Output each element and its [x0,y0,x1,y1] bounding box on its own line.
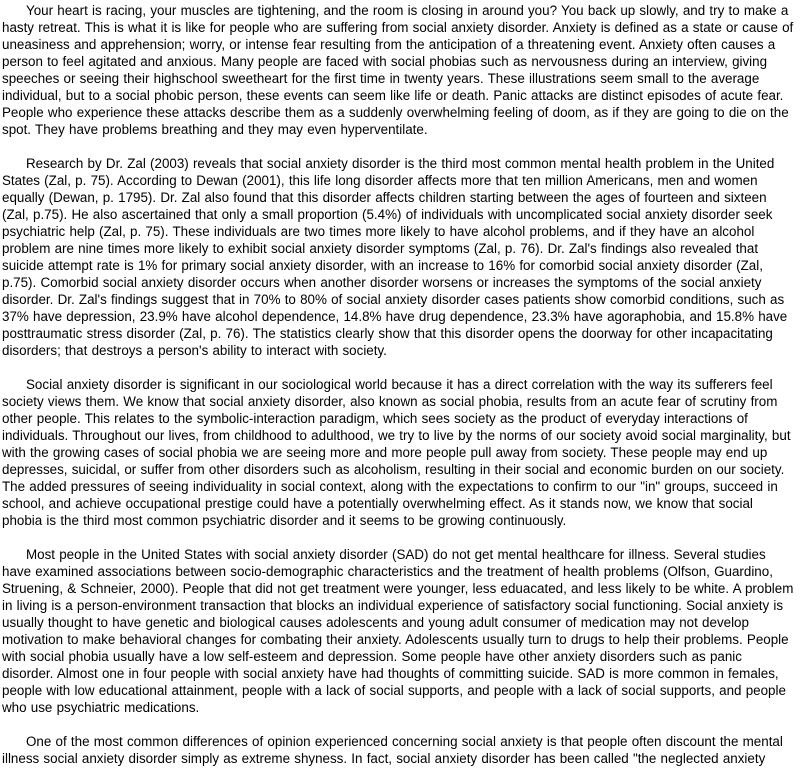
essay-paragraph-treatment-demographics: Most people in the United States with social anxiety disorder (SAD) do not get mental healthcare for illness. Several studies have examined associations between socio-demographic characteristics and the treatment of health problems (Olfson, Guardino, Struening, & Schneier, 2000). People that did not get treatment were younger, less eduacated, and less likely to be white. A problem in living is a person-environment transaction that blocks an individual experience of satisfactory social functioning. Social anxiety is usually thought to have genetic and biological causes adolescents and young adult consumer of medication may not develop motivation to make behavioral changes for combating their anxiety. Adolescents usually turn to drugs to help their problems. People with social phobia usually have a low self-esteem and depression. Some people have other anxiety disorders such as panic disorder. Almost one in four people with social anxiety have had thoughts of committing suicide. SAD is more common in females, people with low educational attainment, people with a lack of social supports, and people with a lack of social supports, and people who use psychiatric medications. [2,547,794,715]
essay-paragraph-research-statistics: Research by Dr. Zal (2003) reveals that social anxiety disorder is the third most common mental health problem in the United States (Zal, p. 75). According to Dewan (2001), this life long disorder affects more that ten million Americans, men and women equally (Dewan, p. 1795). Dr. Zal also found that this disorder affects children starting between the ages of fourteen and sixteen (Zal, p.75). He also ascertained that only a small proportion (5.4%) of individuals with uncomplicated social anxiety disorder seek psychiatric help (Zal, p. 75). These individuals are two times more likely to have alcohol problems, and if they have an alcohol problem are nine times more likely to exhibit social anxiety disorder symptoms (Zal, p. 76). Dr. Zal's findings also revealed that suicide attempt rate is 1% for primary social anxiety disorder, with an increase to 16% for comorbid social anxiety disorder (Zal, p.75). Comorbid social anxiety disorder occurs when another disorder worsens or increases the symptoms of the social anxiety disorder. Dr. Zal's findings suggest that in 70% to 80% of social anxiety disorder cases patients show comorbid conditions, such as 37% have depression, 23.9% have alcohol dependence, 14.8% have drug dependence, 23.3% have agoraphobia, and 15.8% have posttraumatic stress disorder (Zal, p. 76). The statistics clearly show that this disorder opens the doorway for other incapacitating disorders; that destroys a person's ability to interact with society. [2,156,788,358]
essay-paragraph-intro: Your heart is racing, your muscles are tightening, and the room is closing in around you? You back up slowly, and try to make a hasty retreat. This is what it is like for people who are suffering from social anxiety disorder. Anxiety is defined as a state or cause of uneasiness and apprehension; worry, or intense fear resulting from the anticipation of a threatening event. Anxiety often causes a person to feel agitated and anxious. Many people are faced with social phobias such as nervousness during an interview, giving speeches or seeing their highschool sweetheart for the first time in twenty years. These illustrations seem small to the average individual, but to a social phobic person, these events can seem like life or death. Panic attacks are distinct episodes of acute fear. People who experience these attacks describe them as a suddenly overwhelming feeling of doom, as if they are going to die on the spot. They have problems breathing and they may even hyperventilate. [2,3,794,137]
essay-paragraph-shyness-misconception: One of the most common differences of opinion experienced concerning social anxiety is that people often discount the mental illness social anxiety disorder simply as extreme shyness. In fact, social anxiety disorder has been called "the neglected anxiety [2,734,783,766]
essay-paragraph-sociological-significance: Social anxiety disorder is significant in our sociological world because it has a direct correlation with the way its sufferers feel society views them. We know that social anxiety disorder, also known as social phobia, results from an acute fear of scrutiny from other people. This relates to the symbolic-interaction paradigm, which sees society as the product of everyday interactions of individuals. Throughout our lives, from childhood to adulthood, we try to live by the norms of our society avoid social marginality, but with the growing cases of social phobia we are seeing more and more people pull away from society. These people may end up depresses, suicidal, or suffer from other disorders such as alcoholism, resulting in their social and economic burden on our society. The added pressures of seeing individuality in social context, along with the expectations to confirm to our "in" groups, succeed in school, and achieve occupational prestige could have a potentially overwhelming effect. As it stands now, we know that social phobia is the third most common psychiatric disorder and it seems to be growing continuously. [2,377,791,528]
